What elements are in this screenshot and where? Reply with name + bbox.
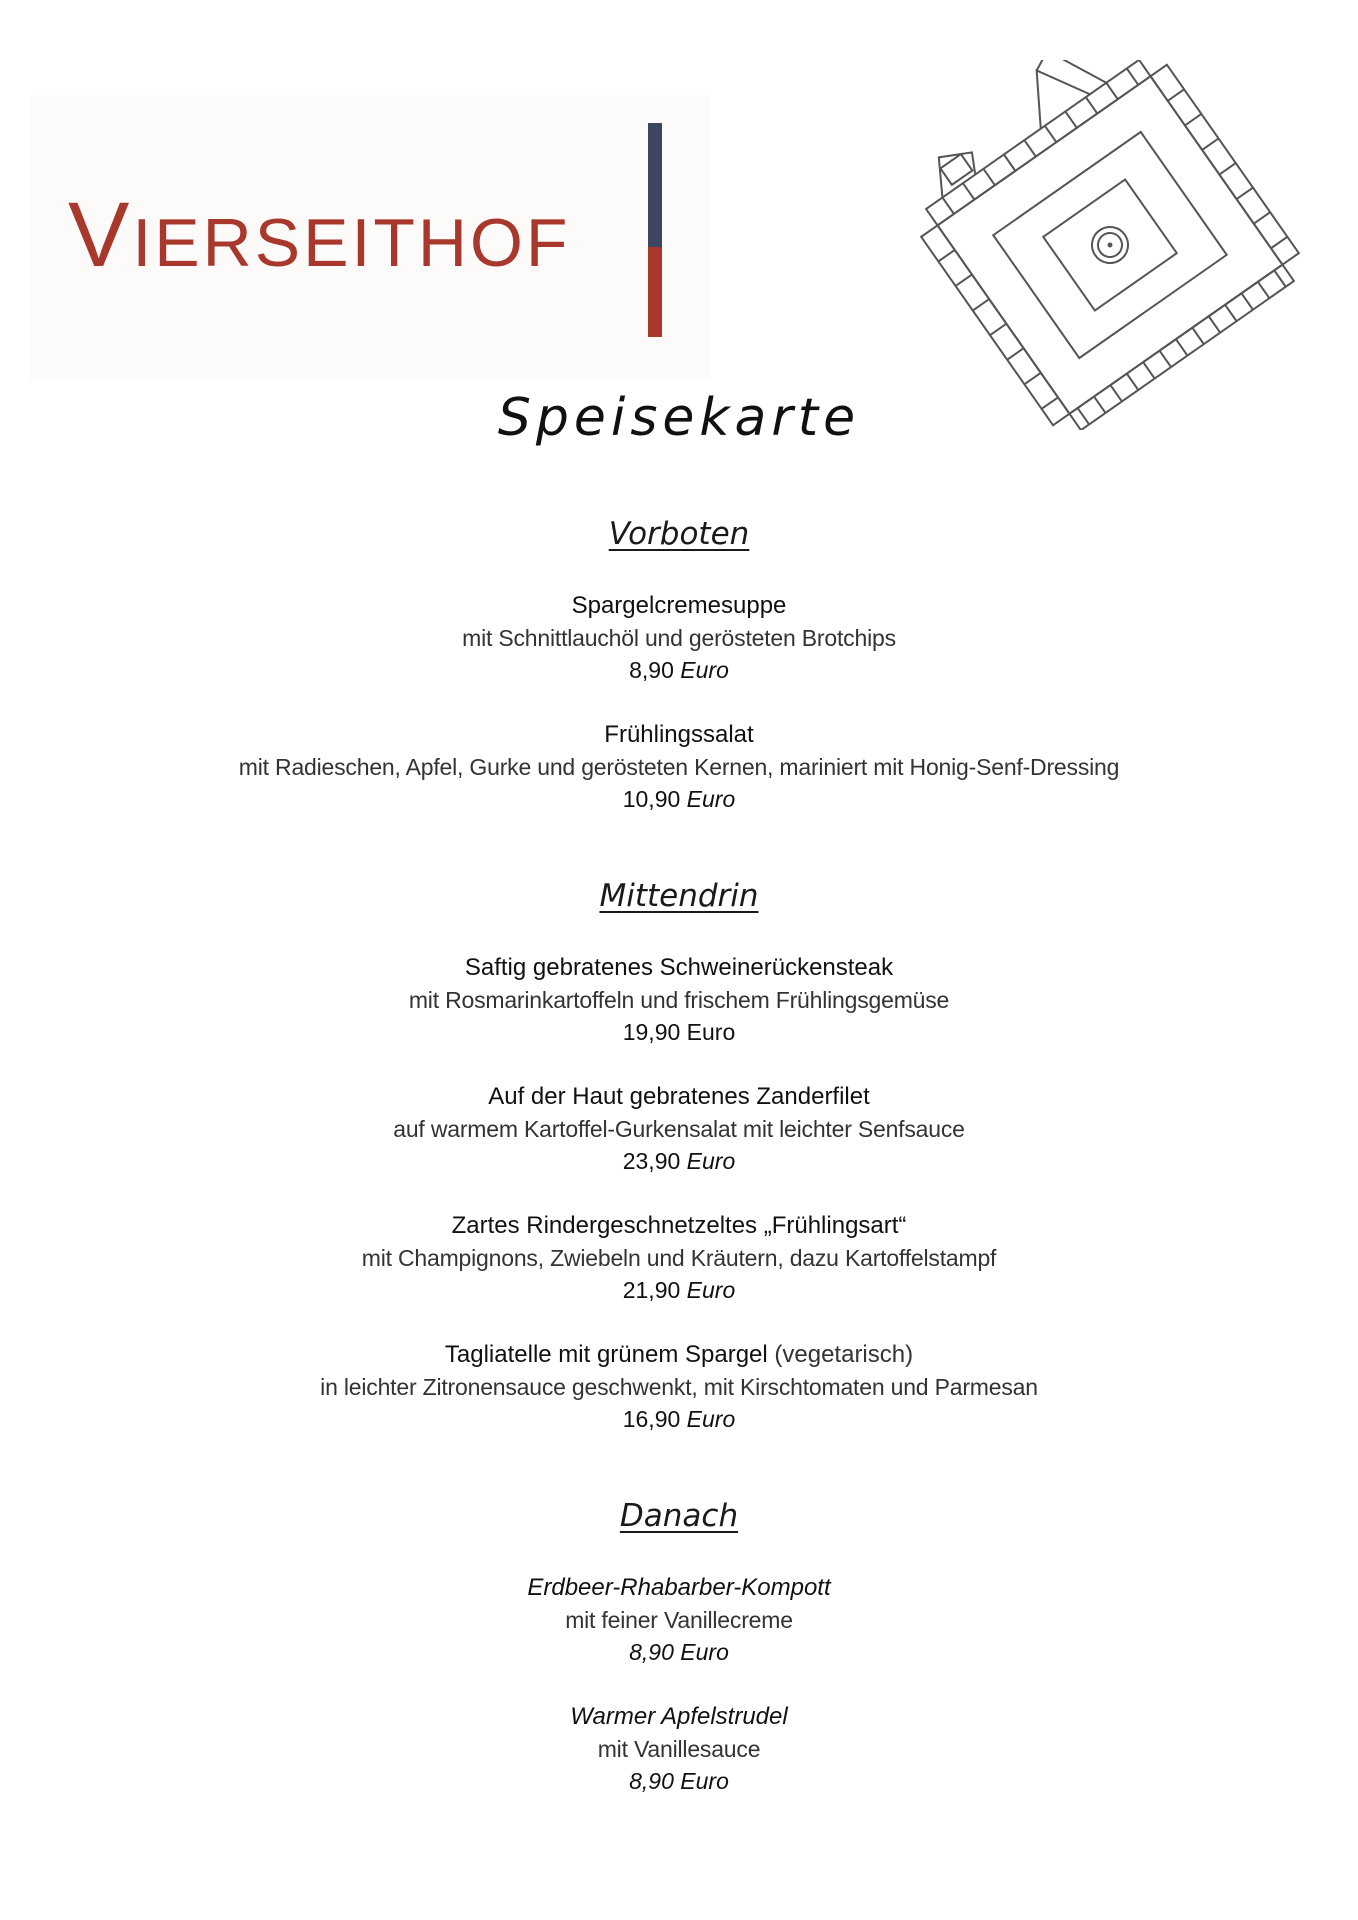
section-vorboten [0, 512, 1358, 816]
menu [0, 512, 1358, 1856]
page-title: Speisekarte [497, 388, 861, 448]
section-title: Danach [619, 1498, 739, 1534]
price-currency: Euro [686, 786, 736, 812]
menu-item [0, 1210, 1358, 1307]
dish-price [0, 783, 1358, 816]
price-currency: Euro [680, 1768, 729, 1794]
section-mittendrin [0, 874, 1358, 1436]
dish-name-line [0, 1339, 1358, 1371]
menu-item [0, 1572, 1358, 1669]
dish-price [0, 1274, 1358, 1307]
dish-description: mit Schnittlauchöl und gerösteten Brotchips [462, 625, 896, 651]
dish-price [0, 654, 1358, 687]
dish-name: Erdbeer-Rhabarber-Kompott [527, 1574, 831, 1601]
price-value: 16,90 [622, 1406, 681, 1432]
dish-description: mit Rosmarinkartoffeln und frischem Frühlingsgemüse [408, 987, 950, 1013]
dish-description: in leichter Zitronensauce geschwenkt, mit Kirschtomaten und Parmesan [320, 1374, 1038, 1400]
dish-price [0, 1636, 1358, 1669]
building-illustration-icon [920, 60, 1300, 430]
menu-item [0, 1701, 1358, 1798]
menu-item [0, 1081, 1358, 1178]
section-title: Vorboten [608, 516, 750, 552]
brand-color-bar [648, 123, 662, 337]
dish-name: Spargelcremesuppe [571, 592, 787, 619]
price-currency: Euro [680, 657, 729, 683]
dish-description: mit Vanillesauce [597, 1736, 761, 1762]
price-currency: Euro [686, 1019, 736, 1045]
brand-logo-text [68, 183, 570, 288]
price-value: 10,90 [622, 786, 681, 812]
brand-bar-red [648, 247, 662, 337]
menu-item [0, 952, 1358, 1049]
section-danach [0, 1494, 1358, 1798]
dish-name: Warmer Apfelstrudel [570, 1703, 788, 1730]
price-value: 8,90 [629, 657, 674, 683]
price-currency: Euro [686, 1148, 736, 1174]
price-currency: Euro [680, 1639, 729, 1665]
dish-price [0, 1765, 1358, 1798]
price-value: 8,90 [629, 1768, 674, 1794]
dish-name: Zartes Rindergeschnetzeltes „Frühlingsart“ [451, 1212, 907, 1239]
dish-price [0, 1403, 1358, 1436]
price-value: 8,90 [629, 1639, 674, 1665]
dish-price [0, 1016, 1358, 1049]
price-value: 21,90 [622, 1277, 681, 1303]
dish-description: mit Radieschen, Apfel, Gurke und gerösteten Kernen, mariniert mit Honig-Senf-Dressing [238, 754, 1120, 780]
dish-description: auf warmem Kartoffel-Gurkensalat mit leichter Senfsauce [393, 1116, 965, 1142]
dish-name: Tagliatelle mit grünem Spargel [444, 1341, 768, 1368]
brand-rest: IERSEITHOF [132, 205, 571, 281]
price-currency: Euro [686, 1277, 736, 1303]
brand-initial: V [68, 184, 133, 286]
menu-item [0, 719, 1358, 816]
dish-name: Auf der Haut gebratenes Zanderfilet [488, 1083, 870, 1110]
dish-description: mit Champignons, Zwiebeln und Kräutern, dazu Kartoffelstampf [361, 1245, 997, 1271]
price-currency: Euro [686, 1406, 736, 1432]
dish-price [0, 1145, 1358, 1178]
dish-name: Frühlingssalat [604, 721, 754, 748]
logo-banner [30, 95, 710, 380]
price-value: 19,90 [622, 1019, 681, 1045]
dish-description: mit feiner Vanillecreme [565, 1607, 793, 1633]
menu-item [0, 590, 1358, 687]
price-value: 23,90 [622, 1148, 681, 1174]
section-title: Mittendrin [599, 878, 759, 914]
brand-bar-navy [648, 123, 662, 247]
dish-note: (vegetarisch) [774, 1341, 914, 1368]
dish-name: Saftig gebratenes Schweinerückensteak [464, 954, 894, 981]
menu-item [0, 1339, 1358, 1436]
